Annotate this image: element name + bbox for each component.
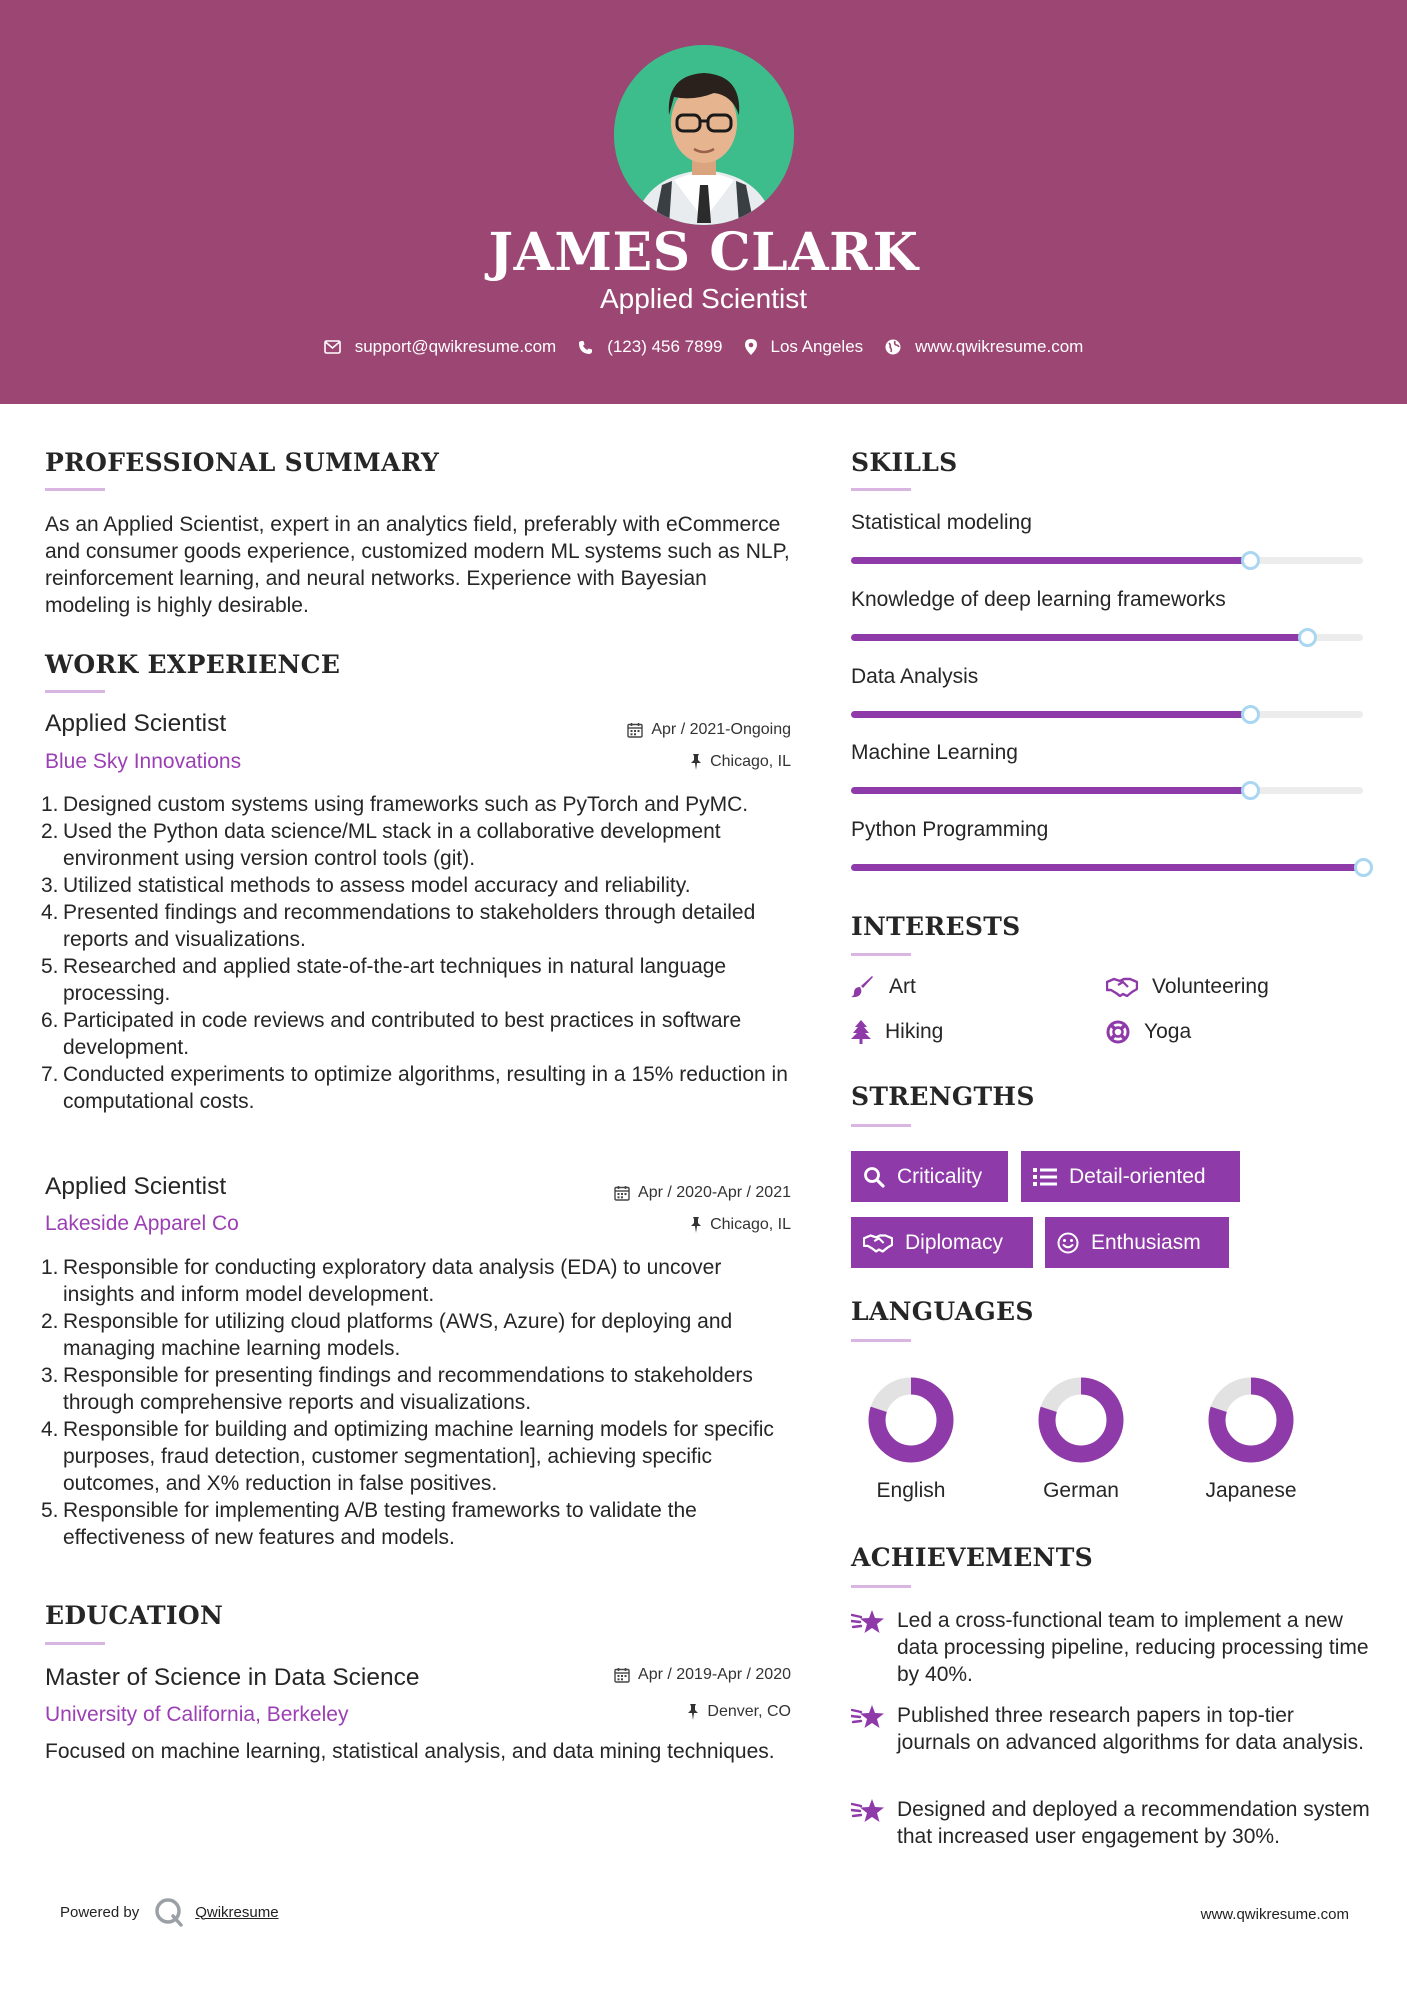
education-description: Focused on machine learning, statistical analysis, and data mining techniques. [45,1740,775,1763]
strength-label: Enthusiasm [1091,1230,1201,1254]
footer-website[interactable]: www.qwikresume.com [1200,1906,1349,1923]
shooting-star-icon [851,1798,885,1824]
achievements-rule [851,1585,911,1588]
education-rule [45,1642,105,1645]
education-degree: Master of Science in Data Science [45,1664,420,1691]
calendar-icon [627,722,643,738]
interest-item [851,1020,943,1044]
education-date-text: Apr / 2019-Apr / 2020 [638,1666,791,1683]
skill-knob [1241,705,1260,724]
achievement-item [851,1702,1371,1756]
list-item: 3. Responsible for presenting findings and recommendations to stakeholders through comprehensive reports and visualizations. [41,1364,753,1414]
list-item: 1. Responsible for conducting exploratory data analysis (EDA) to uncover insights and inform model development. [41,1256,722,1306]
job-location-text: Chicago, IL [710,1216,791,1233]
job-date-text: Apr / 2020-Apr / 2021 [638,1184,791,1201]
language-ring [1021,1370,1141,1470]
language-ring [1191,1370,1311,1470]
list-item: 2. Used the Python data science/ML stack in a collaborative development environment using version control tools (git). [41,820,721,870]
qwikresume-logo-icon [153,1896,185,1928]
interest-item [1106,1020,1191,1044]
skill-bar [851,711,1363,718]
job-company: Lakeside Apparel Co [45,1212,239,1235]
contact-email[interactable] [324,337,557,357]
job-date [627,721,791,739]
footer-powered-by [60,1896,279,1928]
education-location [687,1703,791,1721]
pushpin-icon [690,1217,702,1233]
strength-tag [851,1151,1008,1202]
skill-knob [1241,781,1260,800]
skill-fill [851,634,1307,641]
language-label: Japanese [1205,1479,1297,1502]
phone-text: (123) 456 7899 [607,337,723,356]
skill-label: Data Analysis [851,665,979,688]
experience-heading: WORK EXPERIENCE [45,650,341,679]
skill-label: Python Programming [851,818,1049,841]
lifebuoy-icon [1106,1020,1130,1044]
job-title: Applied Scientist [45,710,227,737]
skill-fill [851,864,1363,871]
shooting-star-icon [851,1704,885,1730]
job-location-text: Chicago, IL [710,753,791,770]
job-duties-list [41,791,790,1115]
achievement-item [851,1607,1371,1688]
summary-heading: PROFESSIONAL SUMMARY [45,448,440,477]
skill-knob [1354,858,1373,877]
list-item: 5. Researched and applied state-of-the-art techniques in natural language processing. [41,955,727,1005]
qwikresume-link[interactable]: Qwikresume [195,1903,279,1921]
candidate-role: Applied Scientist [599,283,807,314]
handshake-icon [1106,977,1138,997]
skill-fill [851,787,1250,794]
calendar-icon [614,1667,630,1683]
languages-rule [851,1339,911,1342]
interests-rule [851,953,911,956]
website-text: www.qwikresume.com [915,337,1084,356]
strength-label: Criticality [897,1164,983,1188]
list-icon [1033,1167,1057,1187]
search-icon [863,1166,885,1188]
pushpin-icon [690,754,702,770]
tree-icon [851,1020,871,1044]
strength-label: Diplomacy [905,1230,1004,1254]
interest-item [1106,975,1269,999]
interest-item [851,975,916,999]
skill-bar [851,864,1363,871]
skill-bar [851,557,1363,564]
achievements-heading: ACHIEVEMENTS [851,1543,1093,1572]
education-school: University of California, Berkeley [45,1703,349,1726]
experience-rule [45,690,105,693]
person-illustration [614,45,794,225]
job-location [690,753,791,771]
email-text: support@qwikresume.com [354,337,557,356]
language-gauge [851,1370,971,1475]
achievement-text: Led a cross-functional team to implement a new data processing pipeline, reducing processing time by 40%. [897,1609,1369,1686]
contact-phone[interactable] [578,337,722,357]
education-date [614,1666,791,1684]
paintbrush-icon [851,976,875,998]
languages-heading: LANGUAGES [851,1297,1034,1326]
envelope-icon [324,340,341,354]
calendar-icon [614,1185,630,1201]
job-date-text: Apr / 2021-Ongoing [651,721,791,738]
list-item: 7. Conducted experiments to optimize algorithms, resulting in a 15% reduction in computational costs. [41,1063,788,1113]
skill-fill [851,557,1250,564]
contact-bar [0,337,1407,357]
smile-icon [1057,1232,1079,1254]
skill-fill [851,711,1250,718]
list-item: 3. Utilized statistical methods to assess model accuracy and reliability. [41,874,691,897]
contact-website[interactable] [885,337,1083,357]
language-ring [851,1370,971,1470]
phone-icon [578,340,593,355]
skills-rule [851,488,911,491]
achievement-item [851,1796,1371,1850]
job-company: Blue Sky Innovations [45,750,242,773]
job-location [690,1216,791,1234]
list-item: 6. Participated in code reviews and contributed to best practices in software development. [41,1009,742,1059]
skill-label: Statistical modeling [851,511,1032,534]
achievement-text: Designed and deployed a recommendation system that increased user engagement by 30%. [897,1798,1370,1848]
map-pin-icon [745,339,757,355]
location-text: Los Angeles [770,337,864,356]
resume-header [0,0,1407,404]
interest-label: Hiking [885,1020,944,1043]
globe-icon [885,339,901,355]
list-item: 4. Presented findings and recommendations to stakeholders through detailed reports and visualizations. [41,901,756,951]
job-title: Applied Scientist [45,1173,227,1200]
profile-photo [614,45,794,225]
skill-bar [851,634,1363,641]
interest-label: Volunteering [1152,975,1269,998]
strength-tag [851,1217,1033,1268]
interest-label: Art [889,975,916,998]
skill-knob [1241,551,1260,570]
strength-label: Detail-oriented [1069,1164,1206,1188]
skill-bar [851,787,1363,794]
interest-label: Yoga [1144,1020,1192,1043]
strength-tag [1021,1151,1240,1202]
handshake-icon [863,1233,893,1253]
list-item: 5. Responsible for implementing A/B testing frameworks to validate the effectiveness of new features and models. [41,1499,697,1549]
language-label: English [876,1479,946,1502]
summary-text: As an Applied Scientist, expert in an analytics field, preferably with eCommerce and consumer goods experience, customized modern ML systems such as NLP, reinforcement learning, and neural networks. Experience with Bayesian modeling is highly desirable. [45,513,790,617]
skill-label: Knowledge of deep learning frameworks [851,588,1226,611]
education-location-text: Denver, CO [707,1703,791,1720]
list-item: 2. Responsible for utilizing cloud platforms (AWS, Azure) for deploying and managing machine learning models. [41,1310,733,1360]
candidate-name: JAMES CLARK [488,222,919,283]
skill-label: Machine Learning [851,741,1018,764]
language-label: German [1043,1479,1119,1502]
education-heading: EDUCATION [45,1601,224,1630]
strengths-rule [851,1124,911,1127]
contact-location [745,337,864,357]
strengths-heading: STRENGTHS [851,1082,1035,1111]
shooting-star-icon [851,1609,885,1635]
pushpin-icon [687,1704,699,1720]
language-gauge [1191,1370,1311,1475]
list-item: 4. Responsible for building and optimizing machine learning models for specific purposes, fraud detection, customer segmentation], achieving specific outcomes, and X% reduction in false positives. [41,1418,774,1495]
summary-rule [45,488,105,491]
skill-knob [1298,628,1317,647]
job-duties-list [41,1254,790,1551]
powered-by-text: Powered by [60,1903,140,1921]
language-gauge [1021,1370,1141,1475]
skills-heading: SKILLS [851,448,958,477]
interests-heading: INTERESTS [851,912,1021,941]
job-date [614,1184,791,1202]
strength-tag [1045,1217,1229,1268]
achievement-text: Published three research papers in top-tier journals on advanced algorithms for data analysis. [897,1704,1364,1754]
list-item: 1. Designed custom systems using frameworks such as PyTorch and PyMC. [41,793,749,816]
